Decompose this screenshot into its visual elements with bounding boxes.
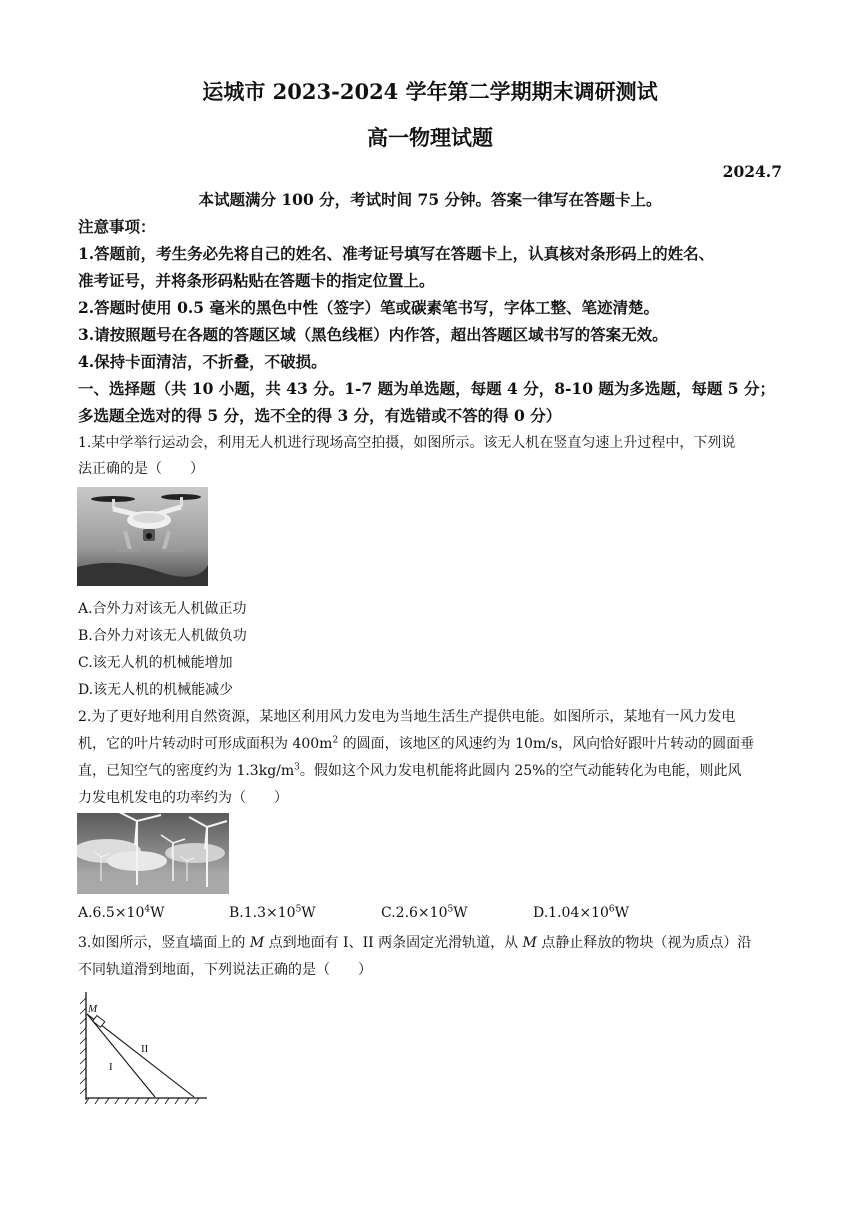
wind-turbine-photo xyxy=(77,813,229,894)
q2-stem-line1: 2.为了更好地利用自然资源，某地区利用风力发电为当地生活生产提供电能。如图所示，某地有一风力发电 xyxy=(78,709,736,725)
section-1-line2: 多选题全选对的得 5 分，选不全的得 3 分，有选错或不答的得 0 分） xyxy=(78,406,562,425)
q2-stem-line2: 机，它的叶片转动时可形成面积为 $400m^2$ 的圆面，该地区的风速约为 10m/s，风向恰好跟叶片转动的圆面垂 xyxy=(78,735,755,752)
q1-option-b: B.合外力对该无人机做负功 xyxy=(78,628,247,644)
point-m-label: M xyxy=(88,1003,98,1015)
q1-stem-line2: 法正确的是（ ） xyxy=(78,461,204,477)
note-4: 4.保持卡面清洁，不折叠，不破损。 xyxy=(78,352,327,371)
notes-heading: 注意事项： xyxy=(78,217,156,236)
note-1-line2: 准考证号，并将条形码粘贴在答题卡的指定位置上。 xyxy=(78,271,435,290)
q1-option-a: A.合外力对该无人机做正功 xyxy=(78,601,247,617)
drone-photo xyxy=(77,487,208,586)
q2-option-b: $B.1.3\times 10^5W$ xyxy=(229,904,316,921)
note-2: 2.答题时使用 0.5 毫米的黑色中性（签字）笔或碳素笔书写，字体工整、笔迹清楚。 xyxy=(78,298,659,317)
q1-stem-line1: 1.某中学举行运动会，利用无人机进行现场高空拍摄，如图所示。该无人机在竖直匀速上升过程中，下列说 xyxy=(78,435,736,451)
note-1-line1: 1.答题前，考生务必先将自己的姓名、准考证号填写在答题卡上，认真核对条形码上的姓名、 xyxy=(78,244,715,263)
q3-stem-line2: 不同轨道滑到地面，下列说法正确的是（ ） xyxy=(78,962,372,978)
exam-title: 运城市 2023-2024 学年第二学期期末调研测试 xyxy=(202,79,658,104)
exam-date: 2024.7 xyxy=(722,162,782,181)
q2-option-a: $A.6.5\times 10^4W$ xyxy=(78,904,165,921)
exam-info: 本试题满分 100 分，考试时间 75 分钟。答案一律写在答题卡上。 xyxy=(198,190,662,209)
incline-diagram xyxy=(77,990,209,1108)
q2-stem-line4: 力发电机发电的功率约为（ ） xyxy=(78,790,288,806)
note-3: 3.请按照题号在各题的答题区域（黑色线框）内作答，超出答题区域书写的答案无效。 xyxy=(78,325,668,344)
q1-option-c: C.该无人机的机械能增加 xyxy=(78,655,233,671)
track-1-label: I xyxy=(109,1061,113,1073)
q2-option-c: $C.2.6\times 10^5W$ xyxy=(381,904,468,921)
track-2-label: II xyxy=(141,1043,149,1055)
section-1-line1: 一、选择题（共 10 小题，共 43 分。1-7 题为单选题，每题 4 分，8-10 题为多选题，每题 5 分； xyxy=(78,379,775,398)
exam-subtitle: 高一物理试题 xyxy=(367,125,493,150)
q2-option-d: $D.1.04\times 10^6W$ xyxy=(533,904,630,921)
q2-stem-line3: 直，已知空气的密度约为 $1.3kg/m^3$。假如这个风力发电机能将此圆内 25%的空气动能转化为电能，则此风 xyxy=(78,762,742,779)
q3-stem-line1: 3.如图所示，竖直墙面上的 M 点到地面有 I、II 两条固定光滑轨道，从 M 点静止释放的物块（视为质点）沿 xyxy=(78,935,752,951)
q1-option-d: D.该无人机的机械能减少 xyxy=(78,682,234,698)
